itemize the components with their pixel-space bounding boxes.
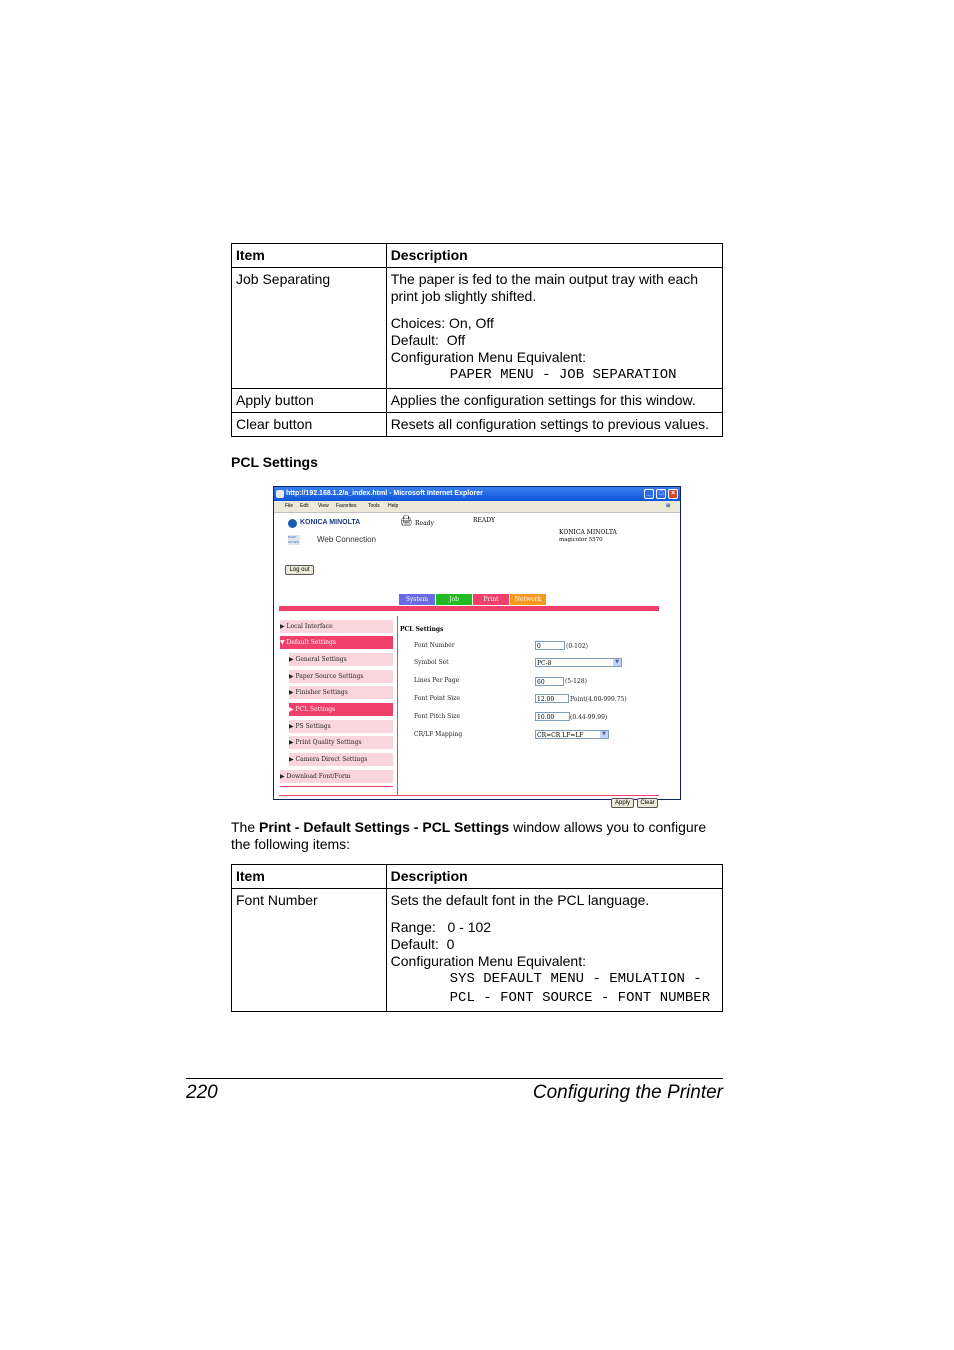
running-title: Configuring the Printer	[532, 1082, 723, 1103]
table-row	[232, 268, 723, 389]
minimize-icon[interactable]: _	[644, 489, 654, 499]
description-text: The paper is fed to the main output tray with each print job slightly shifted.	[390, 271, 699, 304]
range-text: Range: 0 - 102	[390, 919, 492, 935]
menu-equivalent: SYS DEFAULT MENU - EMULATION - PCL - FONT SOURCE - FONT NUMBER	[449, 971, 711, 1006]
intro-post: window allows you to configure the following items:	[231, 819, 707, 852]
status-value: READY	[473, 517, 496, 524]
menu-tools[interactable]: Tools	[368, 503, 380, 509]
field-hint: (5-128)	[565, 678, 587, 685]
field-label: Symbol Set	[414, 659, 449, 666]
item-cell: Font Number	[232, 889, 387, 1012]
menu-bar	[274, 501, 680, 513]
footer-line	[279, 795, 659, 796]
nav-end-line	[280, 786, 393, 787]
nav-local-interface[interactable]: ▶ Local Interface	[280, 620, 393, 633]
tab-system[interactable]: System	[399, 594, 435, 605]
field-label: Lines Per Page	[414, 677, 460, 684]
description-cell: Resets all configuration settings to previous values.	[386, 413, 722, 437]
symbol-set-select[interactable]	[535, 658, 622, 667]
table-row	[232, 389, 723, 413]
chevron-down-icon: ▼	[613, 659, 621, 666]
intro-paragraph	[231, 819, 726, 853]
description-text: Sets the default font in the PCL language.	[390, 892, 650, 908]
nav-camera-direct-settings[interactable]: ▶ Camera Direct Settings	[289, 753, 393, 766]
job-settings-table	[231, 243, 723, 437]
windows-logo-icon: ⊞	[666, 503, 671, 509]
item-cell: Job Separating	[232, 268, 387, 389]
tab-print[interactable]: Print	[473, 594, 509, 605]
pagescope-logo: PAGE SCOPE	[288, 535, 300, 544]
footer-rule	[186, 1078, 723, 1079]
description-cell: Applies the configuration settings for this window.	[386, 389, 722, 413]
nav-print-quality-settings[interactable]: ▶ Print Quality Settings	[289, 736, 393, 749]
item-cell: Apply button	[232, 389, 387, 413]
field-hint: Point(4.00-999.75)	[570, 696, 627, 703]
menu-equivalent: PAPER MENU - JOB SEPARATION	[449, 367, 677, 383]
description-cell	[386, 268, 722, 389]
font-number-input[interactable]: 0	[535, 641, 565, 650]
nav-paper-source-settings[interactable]: ▶ Paper Source Settings	[289, 670, 393, 683]
clear-button[interactable]: Clear	[637, 798, 658, 808]
default-text: Default: Off	[390, 332, 466, 348]
default-text: Default: 0	[390, 936, 455, 952]
section-heading: PCL Settings	[231, 454, 318, 470]
device-model: magicolor 5570	[559, 537, 603, 543]
field-label: CR/LF Mapping	[414, 731, 463, 738]
logout-button[interactable]: Log out	[285, 565, 314, 575]
web-connection-title: Web Connection	[317, 535, 376, 544]
pcl-items-table	[231, 864, 723, 1012]
tab-network[interactable]: Network	[510, 594, 546, 605]
device-brand: KONICA MINOLTA	[559, 529, 617, 536]
tab-underline	[279, 606, 659, 611]
maximize-icon[interactable]: □	[656, 489, 666, 499]
field-hint: (0-102)	[566, 643, 588, 650]
menu-favorites[interactable]: Favorites	[336, 503, 357, 509]
page-number: 220	[186, 1082, 218, 1103]
field-hint: (0.44-99.99)	[570, 714, 608, 721]
selected-value: CR=CR LF=LF	[537, 732, 584, 739]
intro-bold: Print - Default Settings - PCL Settings	[259, 819, 510, 835]
menu-help[interactable]: Help	[388, 503, 399, 509]
browser-titlebar	[274, 487, 680, 501]
nav-ps-settings[interactable]: ▶ PS Settings	[289, 720, 393, 733]
tab-job[interactable]: Job	[436, 594, 472, 605]
lines-per-page-input[interactable]: 60	[535, 677, 564, 686]
table-header-description: Description	[386, 865, 722, 889]
description-cell	[386, 889, 722, 1012]
apply-button[interactable]: Apply	[611, 798, 634, 808]
field-label: Font Number	[414, 642, 455, 649]
choices-text: Choices: On, Off	[390, 315, 494, 331]
table-header-item: Item	[232, 244, 387, 268]
web-page	[274, 513, 680, 806]
crlf-mapping-select[interactable]	[535, 730, 609, 739]
equivalent-label: Configuration Menu Equivalent:	[390, 349, 587, 365]
printer-icon: 🖨	[400, 516, 413, 527]
font-point-size-input[interactable]: 12.00	[535, 694, 569, 703]
nav-default-settings[interactable]: ▼ Default Settings	[280, 636, 393, 649]
konica-logo-icon	[288, 519, 297, 528]
font-pitch-size-input[interactable]: 10.00	[535, 712, 570, 721]
panel-title: PCL Settings	[400, 626, 444, 633]
nav-download-font-form[interactable]: ▶ Download Font/Form	[280, 770, 393, 783]
close-icon[interactable]: ×	[668, 489, 678, 499]
brand-name: KONICA MINOLTA	[300, 519, 361, 526]
table-row	[232, 889, 723, 1012]
menu-edit[interactable]: Edit	[300, 503, 309, 509]
chevron-down-icon: ▼	[600, 731, 608, 738]
intro-pre: The	[231, 819, 260, 835]
menu-view[interactable]: View	[318, 503, 329, 509]
table-header-item: Item	[232, 865, 387, 889]
table-header-description: Description	[386, 244, 722, 268]
selected-value: PC-8	[537, 660, 552, 667]
ie-icon	[276, 490, 284, 498]
browser-screenshot	[273, 486, 681, 806]
status-label: Ready	[415, 520, 434, 527]
nav-pcl-settings[interactable]: ▶ PCL Settings	[289, 703, 393, 716]
table-row	[232, 413, 723, 437]
nav-general-settings[interactable]: ▶ General Settings	[289, 653, 393, 666]
field-label: Font Pitch Size	[414, 713, 460, 720]
nav-finisher-settings[interactable]: ▶ Finisher Settings	[289, 686, 393, 699]
nav-divider	[397, 616, 398, 795]
equivalent-label: Configuration Menu Equivalent:	[390, 953, 586, 969]
field-label: Font Point Size	[414, 695, 460, 702]
item-cell: Clear button	[232, 413, 387, 437]
browser-title: http://192.168.1.2/a_index.html - Microsoft Internet Explorer	[286, 490, 483, 497]
menu-file[interactable]: File	[285, 503, 294, 509]
